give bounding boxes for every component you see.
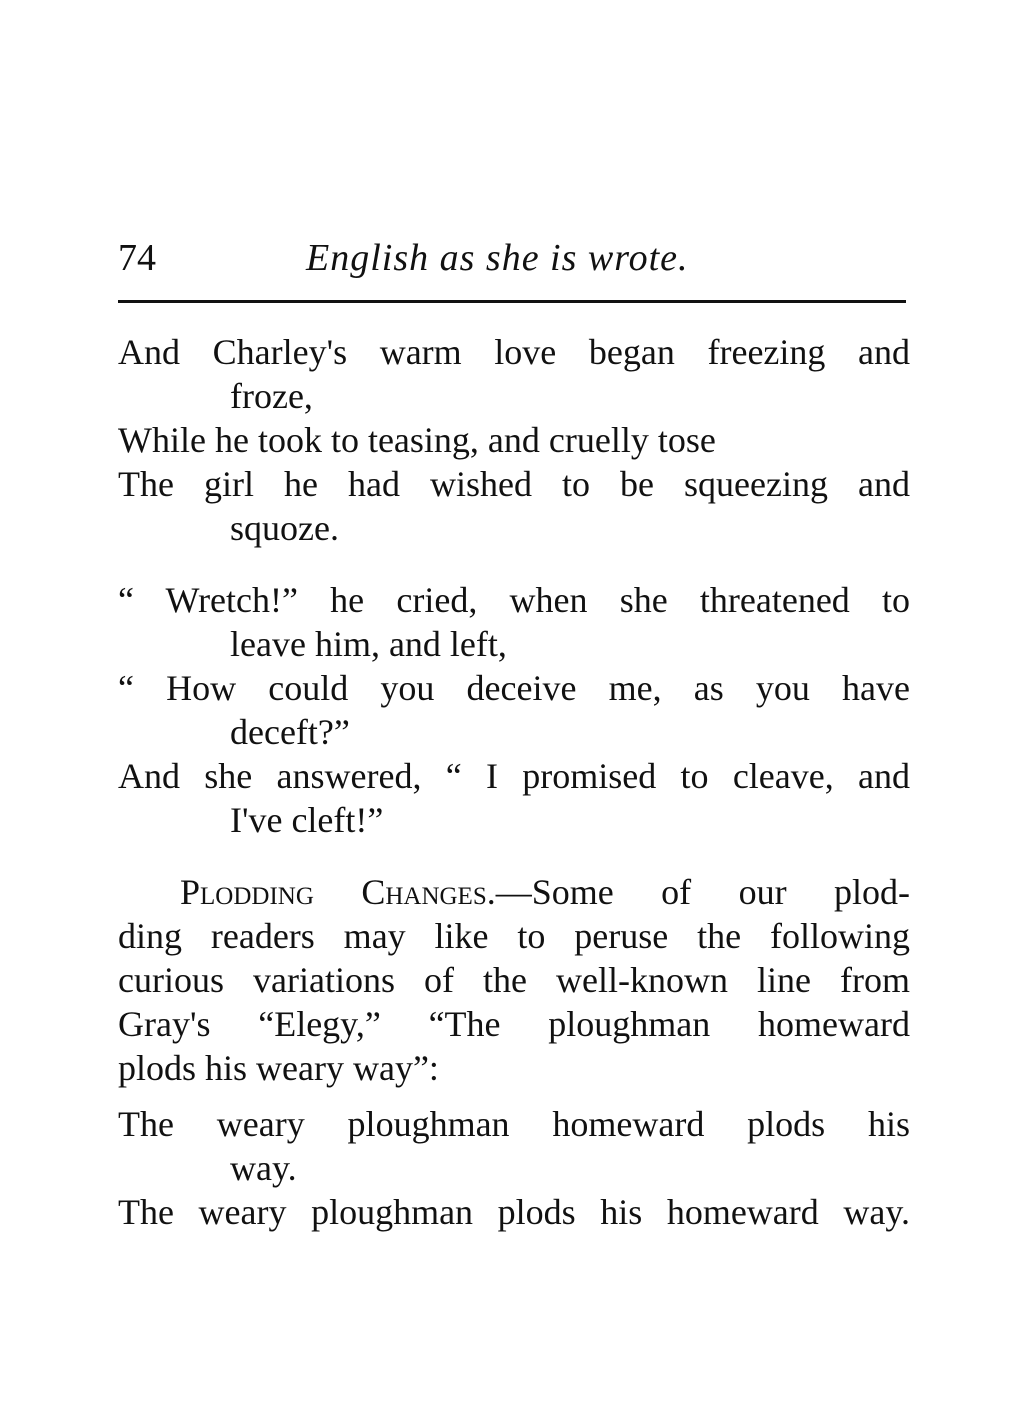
verse-line: The weary ploughman homeward plods his (118, 1104, 910, 1144)
verse-line: While he took to teasing, and cruelly tose (118, 420, 716, 460)
verse-line: And Charley's warm love began freezing and (118, 332, 910, 372)
verse-line: deceft?” (230, 712, 350, 752)
paragraph-line: Plodding Changes.—Some of our plod- (180, 872, 911, 912)
prose-paragraph (118, 870, 910, 1090)
page-header (118, 236, 908, 296)
paragraph-line: plods his weary way”: (118, 1048, 439, 1088)
page-number: 74 (118, 237, 156, 279)
verse-line: froze, (230, 376, 313, 416)
running-title: English as she is wrote. (306, 237, 689, 279)
verse-line: The girl he had wished to be squeezing and (118, 464, 910, 504)
verse-line: “ How could you deceive me, as you have (118, 668, 910, 708)
page-body (118, 330, 910, 1234)
verse-line: squoze. (230, 508, 339, 548)
paragraph-line: ding readers may like to peruse the following (118, 916, 910, 956)
verse-line: way. (230, 1148, 297, 1188)
verse-line: “ Wretch!” he cried, when she threatened to (118, 580, 910, 620)
variation-lines (118, 1102, 910, 1234)
paragraph-line: Gray's “Elegy,” “The ploughman homeward (118, 1004, 910, 1044)
section-heading: Plodding Changes. (180, 872, 496, 912)
verse-line: I've cleft!” (230, 800, 384, 840)
header-rule (118, 300, 906, 303)
paragraph-line: curious variations of the well-known line from (118, 960, 910, 1000)
poem-stanza-2 (118, 578, 910, 842)
poem-stanza-1 (118, 330, 910, 550)
verse-line: leave him, and left, (230, 624, 507, 664)
verse-line: And she answered, “ I promised to cleave, and (118, 756, 910, 796)
verse-line: The weary ploughman plods his homeward way. (118, 1192, 910, 1232)
